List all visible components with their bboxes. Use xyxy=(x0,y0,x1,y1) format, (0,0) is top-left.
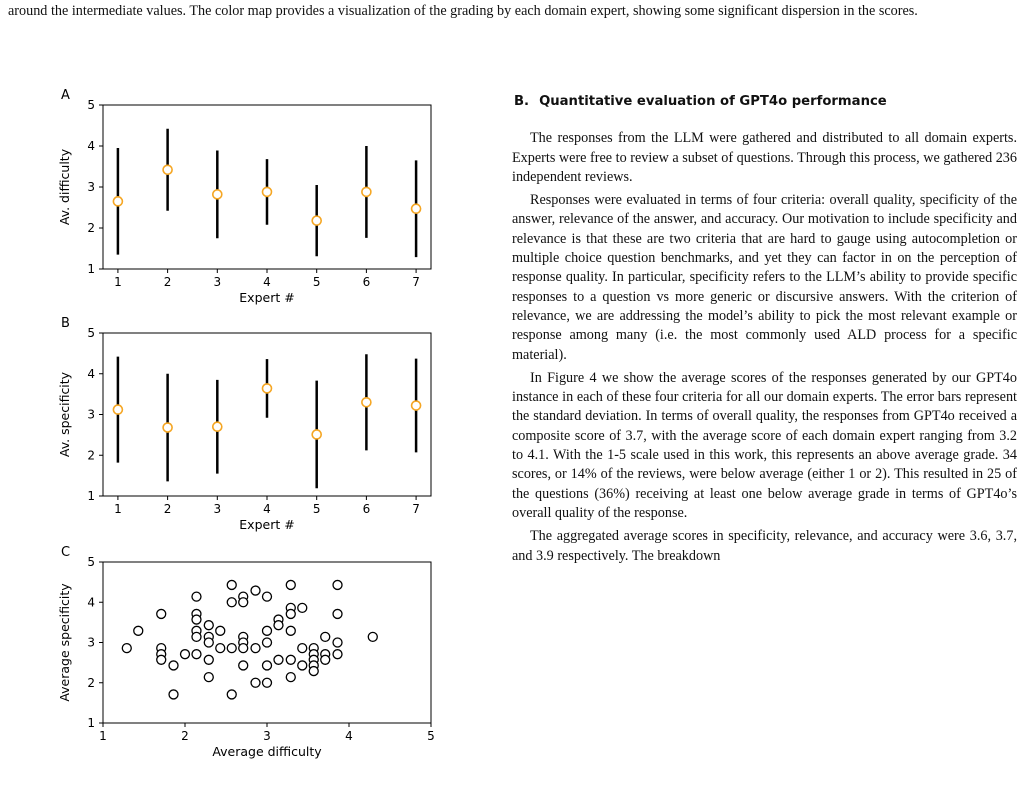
data-point xyxy=(239,598,248,607)
data-point xyxy=(333,580,342,589)
data-point xyxy=(213,422,222,431)
data-point xyxy=(227,580,236,589)
data-point xyxy=(227,598,236,607)
y-tick-label: 3 xyxy=(87,635,95,650)
data-point xyxy=(321,632,330,641)
x-tick-label: 4 xyxy=(345,729,353,743)
data-point xyxy=(286,673,295,682)
x-tick-label: 2 xyxy=(163,275,172,289)
x-tick-label: 1 xyxy=(114,502,122,516)
data-point xyxy=(286,609,295,618)
data-point xyxy=(192,632,201,641)
paragraph: The aggregated average scores in specificity, relevance, and accuracy were 3.6, 3.7, and 3.9 respectively. The breakdown xyxy=(512,528,1017,564)
data-point xyxy=(157,609,166,618)
data-point xyxy=(227,690,236,699)
data-point xyxy=(412,401,421,410)
panel-label: B xyxy=(61,316,70,331)
x-tick-label: 1 xyxy=(114,275,122,289)
x-tick-label: 4 xyxy=(263,275,271,289)
data-point xyxy=(263,638,272,647)
x-tick-label: 6 xyxy=(362,275,371,289)
panel-label: A xyxy=(61,88,70,103)
x-tick-label: 3 xyxy=(213,502,222,516)
panel-a xyxy=(57,88,431,305)
y-tick-label: 2 xyxy=(87,448,95,463)
data-point xyxy=(263,661,272,670)
section-heading xyxy=(514,92,1017,111)
data-point xyxy=(362,187,371,196)
y-axis-label: Av. specificity xyxy=(57,371,72,458)
data-point xyxy=(181,650,190,659)
data-point xyxy=(274,621,283,630)
paragraph: In Figure 4 we show the average scores of the responses generated by our GPT4o instance in each of these four criteria for all our domain experts. The error bars represent the standard deviation. In terms of overall quality, the responses from GPT4o received a composite score of 3.7, with the average score of each domain expert ranging from 3.2 to 4.1. With the 1-5 scale used in this work, this represents an above average grade. 34 scores, or 14% of the reviews, were below average (either 1 or 2). This resulted in 25 of the questions (36%) receiving at least one below average grade in terms of GPT4o’s overall quality of the response. xyxy=(512,369,1017,521)
data-point xyxy=(298,644,307,653)
intro-paragraph: around the intermediate values. The color map provides a visualization of the grading by each domain expert, showing some significant dispersion in the scores. xyxy=(8,3,918,19)
y-tick-label: 5 xyxy=(87,555,95,569)
y-tick-label: 2 xyxy=(87,675,95,690)
data-point xyxy=(192,592,201,601)
data-point xyxy=(251,586,260,595)
x-tick-label: 7 xyxy=(412,275,420,289)
data-point xyxy=(263,592,272,601)
y-tick-label: 1 xyxy=(87,716,95,730)
x-axis-label: Average difficulty xyxy=(212,744,322,759)
data-point xyxy=(298,603,307,612)
data-point xyxy=(122,644,131,653)
data-point xyxy=(251,644,260,653)
data-point xyxy=(163,165,172,174)
data-point xyxy=(113,197,122,206)
y-axis-label: Av. difficulty xyxy=(57,148,72,226)
data-point xyxy=(227,644,236,653)
data-point xyxy=(163,423,172,432)
y-tick-label: 3 xyxy=(87,407,95,422)
data-point xyxy=(251,678,260,687)
data-point xyxy=(213,190,222,199)
x-tick-label: 7 xyxy=(412,502,420,516)
x-tick-label: 2 xyxy=(181,729,189,743)
y-tick-label: 4 xyxy=(87,366,95,381)
y-tick-label: 5 xyxy=(87,98,95,112)
data-point xyxy=(368,632,377,641)
data-point xyxy=(204,621,213,630)
data-point xyxy=(412,204,421,213)
data-point xyxy=(157,655,166,664)
section-number: B. xyxy=(514,94,530,109)
paragraph: Responses were evaluated in terms of four criteria: overall quality, specificity of the answer, relevance of the answer, and accuracy. Our motivation to include specificity and relevance is that these are two criteria that are hard to gauge using autocompletion or multiple choice question benchmarks, and yet they can factor in on the perception of response quality. In particular, specificity refers to the LLM’s ability to provide specific responses to a question vs more generic or discursive answers. With the criterion of relevance, we are addressing the model’s ability to pick the most relevant example or response among many (i.e. the most commonly used ALD process for a specific material). xyxy=(512,192,1017,363)
data-point xyxy=(192,650,201,659)
data-point xyxy=(286,626,295,635)
data-point xyxy=(362,398,371,407)
x-tick-label: 4 xyxy=(263,502,271,516)
data-point xyxy=(169,661,178,670)
x-axis-label: Expert # xyxy=(239,517,295,532)
data-point xyxy=(263,384,272,393)
figure-4 xyxy=(0,80,512,759)
panel-c xyxy=(57,545,435,759)
panel-label: C xyxy=(61,545,71,560)
data-point xyxy=(192,615,201,624)
data-point xyxy=(113,405,122,414)
data-point xyxy=(216,626,225,635)
data-point xyxy=(239,661,248,670)
data-point xyxy=(204,673,213,682)
x-tick-label: 1 xyxy=(99,729,107,743)
data-point xyxy=(169,690,178,699)
data-point xyxy=(333,638,342,647)
data-point xyxy=(216,644,225,653)
data-point xyxy=(263,626,272,635)
y-axis-label: Average specificity xyxy=(57,583,72,702)
data-point xyxy=(312,430,321,439)
paragraph: The responses from the LLM were gathered and distributed to all domain experts. Experts were free to review a subset of questions. Through this process, we gathered 236 independent reviews. xyxy=(512,130,1017,185)
x-tick-label: 5 xyxy=(427,729,435,743)
y-tick-label: 2 xyxy=(87,221,95,235)
data-point xyxy=(134,626,143,635)
data-point xyxy=(204,638,213,647)
data-point xyxy=(263,678,272,687)
x-tick-label: 2 xyxy=(163,502,172,516)
y-tick-label: 1 xyxy=(87,489,95,503)
y-tick-label: 1 xyxy=(87,262,95,276)
data-point xyxy=(239,644,248,653)
x-axis-label: Expert # xyxy=(239,290,295,305)
y-tick-label: 5 xyxy=(87,326,95,340)
y-tick-label: 4 xyxy=(87,139,95,153)
y-tick-label: 4 xyxy=(87,595,95,610)
data-point xyxy=(333,609,342,618)
data-point xyxy=(204,655,213,664)
data-point xyxy=(263,187,272,196)
data-point xyxy=(286,580,295,589)
data-point xyxy=(321,655,330,664)
data-point xyxy=(298,661,307,670)
data-point xyxy=(274,655,283,664)
data-point xyxy=(312,216,321,225)
right-column xyxy=(512,90,1017,570)
data-point xyxy=(309,667,318,676)
x-tick-label: 3 xyxy=(263,729,271,743)
x-tick-label: 3 xyxy=(213,275,222,289)
section-title: Quantitative evaluation of GPT4o performance xyxy=(539,94,887,109)
data-point xyxy=(286,655,295,664)
y-tick-label: 3 xyxy=(87,180,95,194)
data-point xyxy=(333,650,342,659)
x-tick-label: 6 xyxy=(362,502,371,516)
x-tick-label: 5 xyxy=(312,502,321,516)
panel-b xyxy=(57,316,431,532)
x-tick-label: 5 xyxy=(312,275,321,289)
